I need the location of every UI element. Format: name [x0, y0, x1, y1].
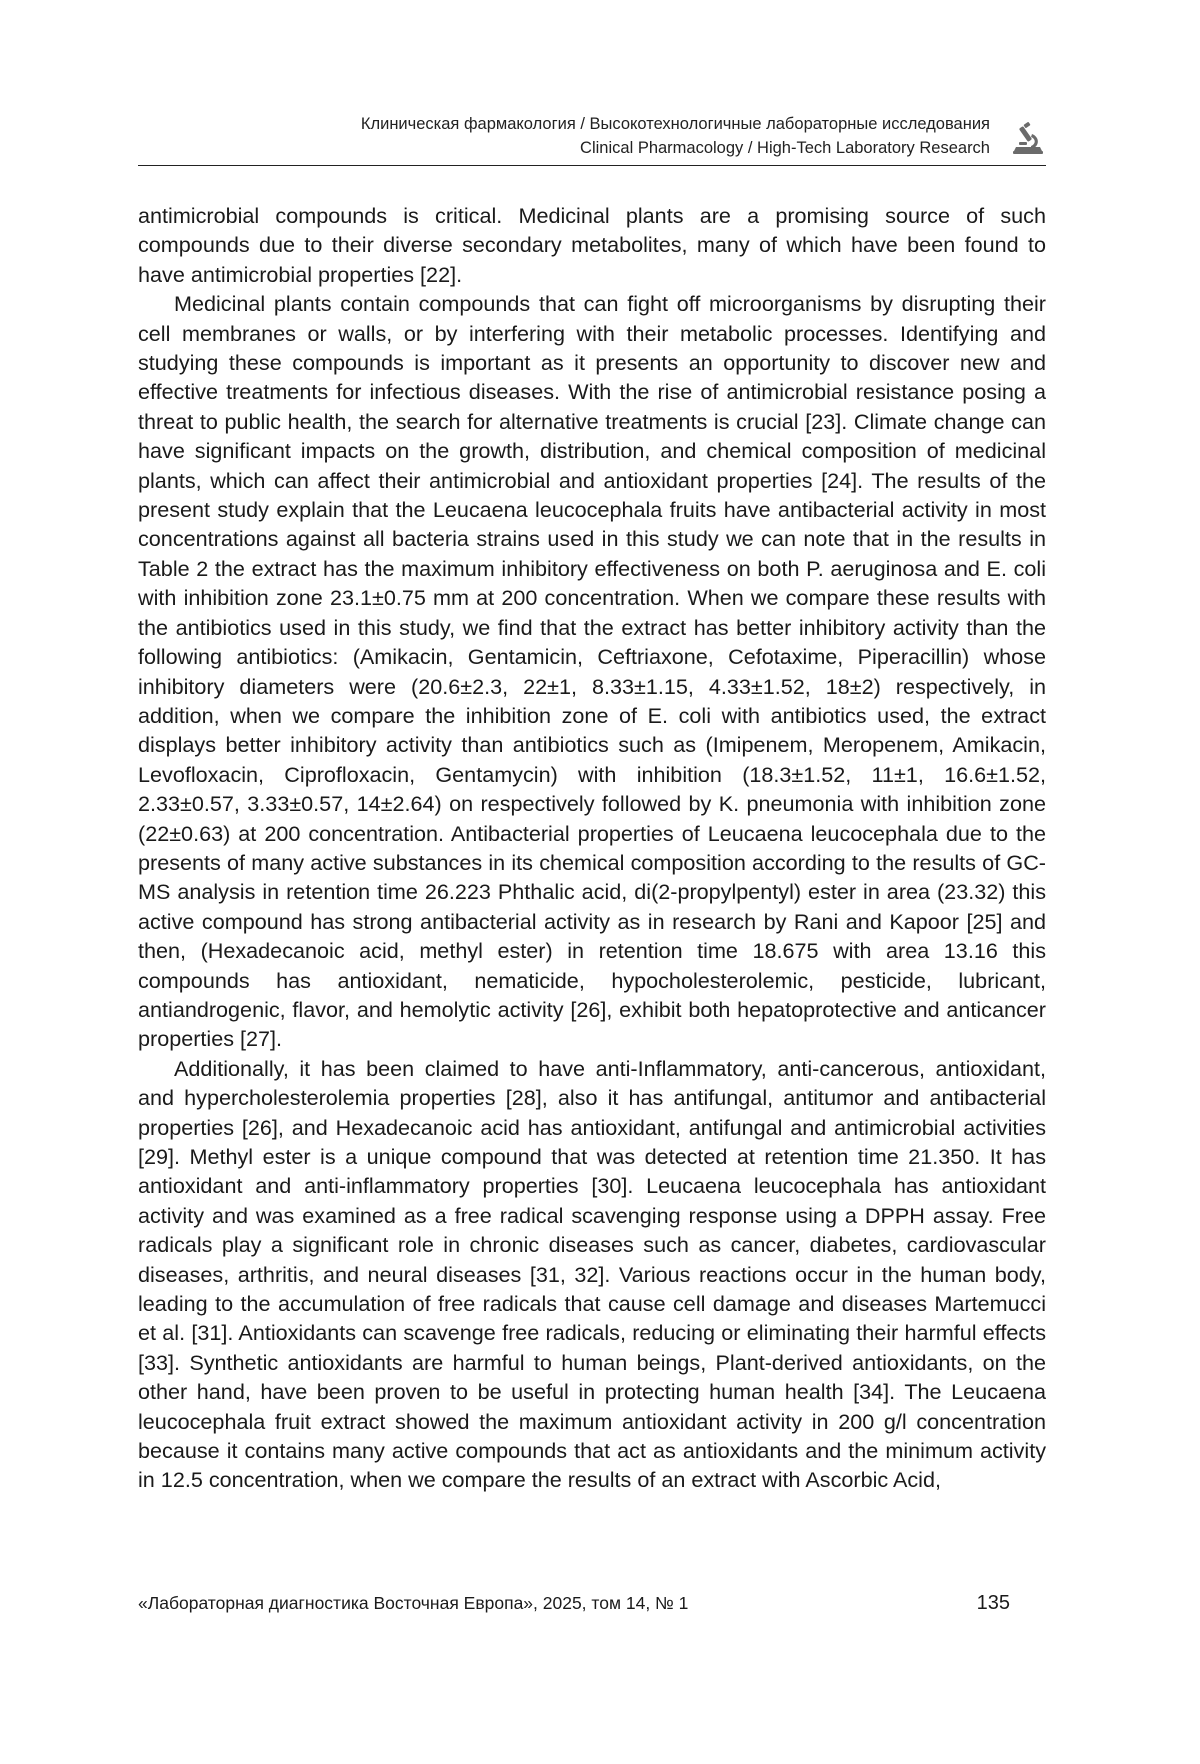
- paragraph-antioxidant: Additionally, it has been claimed to have anti-Inflammatory, anti-cancerous, antioxidant, and hypercholesterolemia properties [28], also it has antifungal, antitumor and antibacterial properties [26], and Hexadecanoic acid has antioxidant, antifungal and antimicrobial activities [29]. Methyl ester is a unique compound that was detected at retention time 21.350. It has antioxidant and anti-inflammatory properties [30]. Leucaena leucocephala has antioxidant activity and was examined as a free radical scavenging response using a DPPH assay. Free radicals play a significant role in chronic diseases such as cancer, diabetes, cardiovascular diseases, arthritis, and neural diseases [31, 32]. Various reactions occur in the human body, leading to the accumulation of free radicals that cause cell damage and diseases Martemucci et al. [31]. Antioxidants can scavenge free radicals, reducing or eliminating their harmful effects [33]. Synthetic antioxidants are harmful to human beings, Plant-derived antioxidants, on the other hand, have been proven to be useful in protecting human health [34]. The Leucaena leucocephala fruit extract showed the maximum antioxidant activity in 200 g/l concentration because it contains many active compounds that act as antioxidants and the minimum activity in 12.5 concentration, when we compare the results of an extract with Ascorbic Acid,: [138, 1055, 1046, 1493]
- page-number: 135: [976, 1592, 1010, 1614]
- journal-citation: «Лабораторная диагностика Восточная Европа», 2025, том 14, № 1: [138, 1593, 689, 1613]
- running-header-text: [361, 112, 990, 160]
- page-footer: [138, 1593, 1046, 1623]
- header-rule: [138, 165, 1046, 166]
- paragraph-results-discussion: Medicinal plants contain compounds that can fight off microorganisms by disrupting their cell membranes or walls, or by interfering with their metabolic processes. Identifying and studying these compounds is important as it presents an opportunity to discover new and effective treatments for infectious diseases. With the rise of antimicrobial resistance posing a threat to public health, the search for alternative treatments is crucial [23]. Climate change can have significant impacts on the growth, distribution, and chemical composition of medicinal plants, which can affect their antimicrobial and antioxidant properties [24]. The results of the present study explain that the Leucaena leucocephala fruits have antibacterial activity in most concentrations against all bacteria strains used in this study we can note that in the results in Table 2 the extract has the maximum inhibitory effectiveness on both P. aeruginosa and E. coli with inhibition zone 23.1±0.75 mm at 200 concentration. When we compare these results with the antibiotics used in this study, we find that the extract has better inhibitory activity than the following antibiotics: (Amikacin, Gentamicin, Ceftriaxone, Cefotaxime, Piperacillin) whose inhibitory diameters were (20.6±2.3, 22±1, 8.33±1.15, 4.33±1.52, 18±2) respectively, in addition, when we compare the inhibition zone of E. coli with antibiotics used, the extract displays better inhibitory activity than antibiotics such as (Imipenem, Meropenem, Amikacin, Levofloxacin, Ciprofloxacin, Gentamycin) with inhibition (18.3±1.52, 11±1, 16.6±1.52, 2.33±0.57, 3.33±0.57, 14±2.64) on respectively followed by K. pneumonia with inhibition zone (22±0.63) at 200 concentration. Antibacterial properties of Leucaena leucocephala due to the presents of many active substances in its chemical composition according to the results of GC-MS analysis in retention time 26.223 Phthalic acid, di(2-propylpentyl) ester in area (23.32) this active compound has strong antibacterial activity as in research by Rani and Kapoor [25] and then, (Hexadecanoic acid, methyl ester) in retention time 18.675 with area 13.16 this compounds has antioxidant, nematicide, hypocholesterolemic, pesticide, lubricant, antiandrogenic, flavor, and hemolytic activity [26], exhibit both hepatoprotective and anticancer properties [27].: [138, 291, 1046, 1052]
- paragraph-continuation: antimicrobial compounds is critical. Medicinal plants are a promising source of such compounds due to their diverse secondary metabolites, many of which have been found to have antimicrobial properties [22].: [138, 203, 1046, 287]
- running-header: [138, 108, 1046, 166]
- header-title-ru: Клиническая фармакология / Высокотехнологичные лабораторные исследования: [360, 115, 990, 133]
- article-body: [138, 201, 1046, 1495]
- header-title-en: Clinical Pharmacology / High-Tech Laboratory Research: [580, 139, 990, 157]
- microscope-icon: [1010, 120, 1046, 156]
